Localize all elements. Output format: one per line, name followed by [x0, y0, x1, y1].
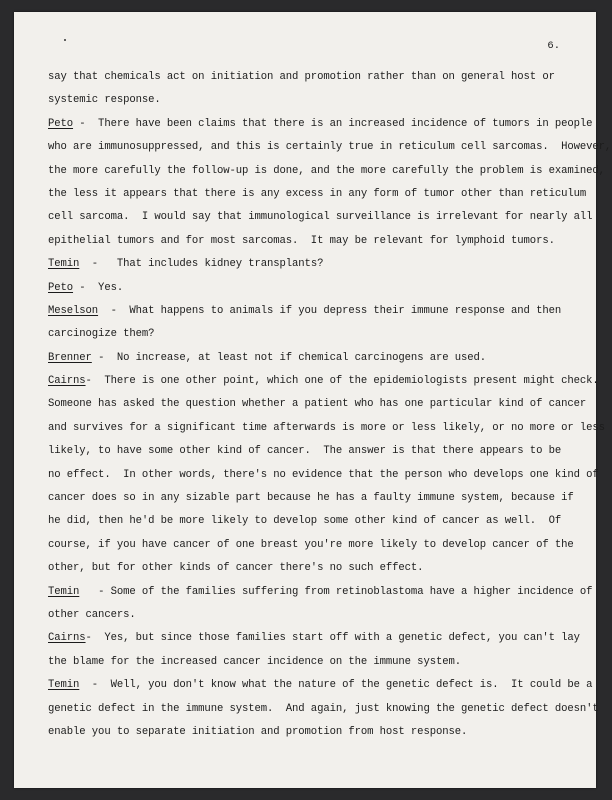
- line-text: epithelial tumors and for most sarcomas. It may be relevant for lymphoid tumors.: [48, 234, 555, 247]
- line-text: cell sarcoma. I would say that immunological surveillance is irrelevant for nearly all: [48, 211, 593, 224]
- text-line: [48, 66, 574, 89]
- line-text: - There have been claims that there is an increased incidence of tumors in people: [73, 117, 593, 130]
- line-text: Someone has asked the question whether a patient who has one particular kind of cancer: [48, 398, 587, 411]
- line-text: - No increase, at least not if chemical carcinogens are used.: [91, 351, 487, 364]
- speaker-name: Cairns: [48, 375, 86, 388]
- text-line: [48, 604, 574, 627]
- line-text: say that chemicals act on initiation and promotion rather than on general host or: [48, 71, 555, 83]
- page-number: 6.: [547, 40, 560, 52]
- line-text: the blame for the increased cancer incidence on the immune system.: [48, 655, 461, 668]
- text-line: [48, 160, 605, 183]
- page-speck: [64, 39, 66, 41]
- line-text: he did, then he'd be more likely to develop some other kind of cancer as well. Of: [48, 515, 562, 528]
- speaker-name: Peto: [48, 117, 74, 130]
- speaker-line: [48, 300, 574, 323]
- text-line: [48, 464, 599, 487]
- document-page: [14, 12, 612, 788]
- speaker-line: [48, 113, 593, 136]
- line-text: - What happens to animals if you depress their immune response and then: [98, 304, 562, 317]
- line-text: the more carefully the follow-up is done, and the more carefully the problem is examined,: [48, 164, 605, 177]
- line-text: the less it appears that there is any excess in any form of tumor other than reticulum: [48, 187, 587, 200]
- line-text: course, if you have cancer of one breast you're more likely to develop cancer of the: [48, 538, 574, 551]
- line-text: - Some of the families suffering from retinoblastoma have a higher incidence of: [79, 585, 593, 598]
- line-text: - There is one other point, which one of the epidemiologists present might check.: [85, 375, 599, 388]
- transcript-body: [48, 66, 612, 744]
- text-line: [48, 136, 612, 159]
- speaker-line: [48, 347, 574, 370]
- speaker-name: Temin: [48, 585, 80, 598]
- text-line: [48, 206, 593, 229]
- text-line: [48, 89, 574, 112]
- text-line: [48, 698, 599, 721]
- line-text: and survives for a significant time afterwards is more or less likely, or no more or less: [48, 421, 605, 434]
- speaker-line: [48, 370, 599, 393]
- speaker-name: Peto: [48, 281, 74, 294]
- speaker-name: Temin: [48, 258, 80, 271]
- speaker-line: [48, 253, 574, 276]
- line-text: likely, to have some other kind of cancer. The answer is that there appears to be: [48, 445, 562, 458]
- text-line: [48, 651, 574, 674]
- line-text: - That includes kidney transplants?: [79, 258, 324, 271]
- text-line: [48, 417, 605, 440]
- text-line: [48, 534, 574, 557]
- line-text: enable you to separate initiation and promotion from host response.: [48, 725, 468, 738]
- line-text: no effect. In other words, there's no evidence that the person who develops one kind of: [48, 468, 599, 481]
- speaker-name: Brenner: [48, 351, 92, 364]
- speaker-line: [48, 627, 580, 650]
- text-line: [48, 183, 587, 206]
- line-text: - Well, you don't know what the nature of the genetic defect is. It could be a: [79, 679, 593, 692]
- text-line: [48, 393, 587, 416]
- line-text: - Yes, but since those families start off with a genetic defect, you can't lay: [85, 632, 580, 645]
- text-line: [48, 721, 574, 744]
- speaker-name: Meselson: [48, 304, 99, 317]
- text-line: [48, 510, 574, 533]
- text-line: [48, 487, 574, 510]
- text-line: [48, 323, 574, 346]
- line-text: other, but for other kinds of cancer there's no such effect.: [48, 562, 424, 575]
- line-text: carcinogize them?: [48, 328, 155, 341]
- line-text: systemic response.: [48, 94, 161, 107]
- text-line: [48, 557, 574, 580]
- line-text: - Yes.: [73, 281, 124, 294]
- text-line: [48, 440, 574, 463]
- speaker-line: [48, 277, 574, 300]
- text-line: [48, 230, 574, 253]
- line-text: other cancers.: [48, 608, 136, 621]
- line-text: genetic defect in the immune system. And again, just knowing the genetic defect doesn't: [48, 702, 599, 715]
- speaker-line: [48, 581, 593, 604]
- speaker-line: [48, 674, 593, 697]
- line-text: cancer does so in any sizable part because he has a faulty immune system, because if: [48, 492, 574, 505]
- line-text: who are immunosuppressed, and this is certainly true in reticulum cell sarcomas. However,: [48, 141, 612, 154]
- speaker-name: Temin: [48, 679, 80, 692]
- speaker-name: Cairns: [48, 632, 86, 645]
